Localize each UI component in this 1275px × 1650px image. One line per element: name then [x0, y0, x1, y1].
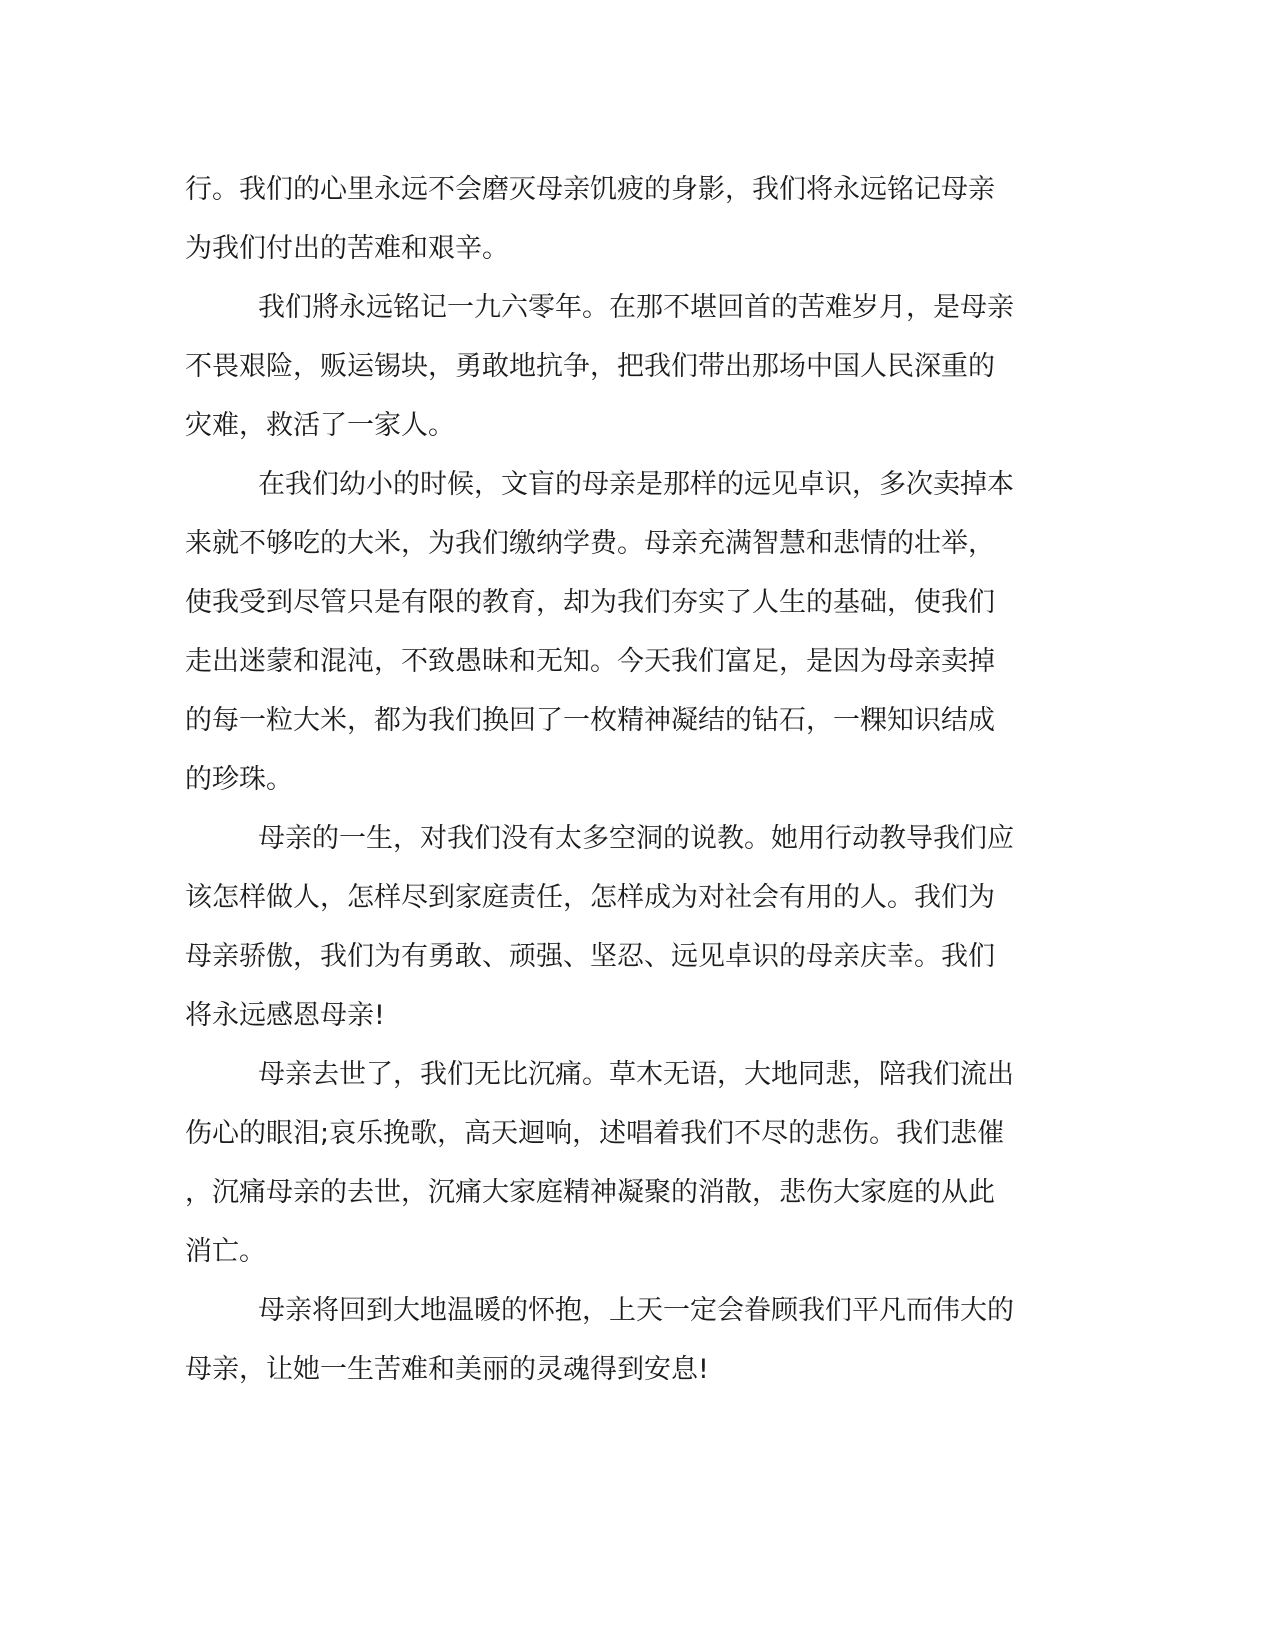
- text-line: 母亲去世了，我们无比沉痛。草木无语，大地同悲，陪我们流出: [258, 1059, 1014, 1090]
- text-line: 伤心的眼泪;哀乐挽歌，高天迴响，述唱着我们不尽的悲伤。我们悲催: [185, 1118, 1005, 1149]
- text-line: 在我们幼小的时候，文盲的母亲是那样的远见卓识，多次卖掉本: [258, 469, 1014, 500]
- text-line: 将永远感恩母亲!: [185, 1000, 385, 1031]
- text-line: 的每一粒大米，都为我们换回了一枚精神凝结的钻石，一粿知识结成: [185, 705, 995, 736]
- paragraph-5: [185, 1045, 1065, 1281]
- text-line: 消亡。: [185, 1236, 266, 1267]
- text-line: 来就不够吃的大米，为我们缴纳学费。母亲充满智慧和悲情的壮举，: [185, 528, 995, 559]
- paragraph-4: [185, 809, 1065, 1045]
- text-line: 使我受到尽管只是有限的教育，却为我们夯实了人生的基础，使我们: [185, 587, 995, 618]
- text-line: 母亲骄傲，我们为有勇敢、顽强、坚忍、远见卓识的母亲庆幸。我们: [185, 941, 995, 972]
- document-body: [185, 160, 1065, 1399]
- text-line: 灾难，救活了一家人。: [185, 410, 455, 441]
- paragraph-3: [185, 455, 1065, 809]
- paragraph-2: [185, 278, 1065, 455]
- text-line: 走出迷蒙和混沌，不致愚昧和无知。今天我们富足，是因为母亲卖掉: [185, 646, 995, 677]
- text-line: ，沉痛母亲的去世，沉痛大家庭精神凝聚的消散，悲伤大家庭的从此: [185, 1177, 995, 1208]
- paragraph-6: [185, 1281, 1065, 1399]
- text-line: 母亲将回到大地温暖的怀抱，上天一定会眷顾我们平凡而伟大的: [258, 1295, 1014, 1326]
- paragraph-1: [185, 160, 1065, 278]
- text-line: 为我们付出的苦难和艰辛。: [185, 233, 509, 264]
- text-line: 不畏艰险，贩运锡块，勇敢地抗争，把我们带出那场中国人民深重的: [185, 351, 995, 382]
- text-line: 母亲的一生，对我们没有太多空洞的说教。她用行动教导我们应: [258, 823, 1014, 854]
- text-line: 该怎样做人，怎样尽到家庭责任，怎样成为对社会有用的人。我们为: [185, 882, 995, 913]
- text-line: 母亲，让她一生苦难和美丽的灵魂得到安息!: [185, 1354, 709, 1385]
- text-line: 我们將永远铭记一九六零年。在那不堪回首的苦难岁月，是母亲: [258, 292, 1014, 323]
- text-line: 行。我们的心里永远不会磨灭母亲饥疲的身影，我们将永远铭记母亲: [185, 174, 995, 205]
- text-line: 的珍珠。: [185, 764, 293, 795]
